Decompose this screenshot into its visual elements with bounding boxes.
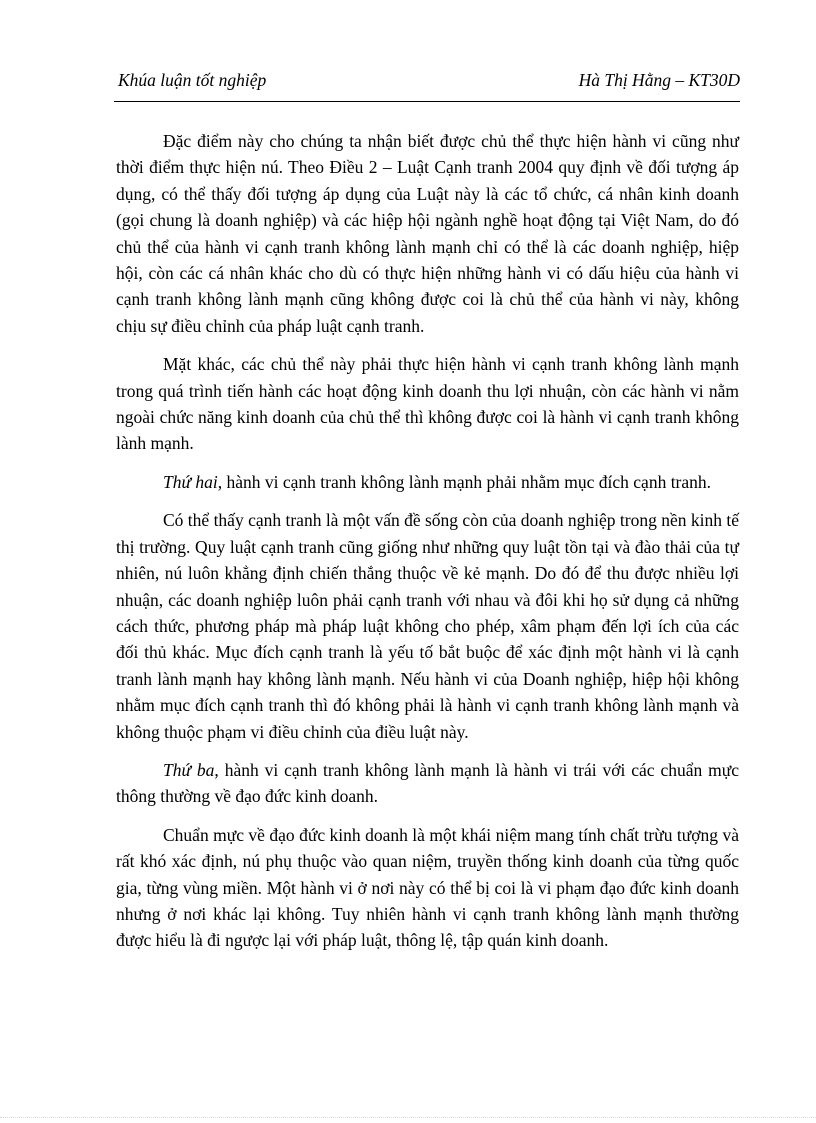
paragraph	[116, 128, 739, 339]
document-body	[116, 128, 739, 966]
paragraph-text: , hành vi cạnh tranh không lành mạnh là hành vi trái với các chuẩn mực thông thường về đạo đức kinh doanh.	[116, 759, 739, 807]
paragraph-text: Mặt khác, các chủ thể này phải thực hiện hành vi cạnh tranh không lành mạnh trong quá trình tiến hành các hoạt động kinh doanh thu lợi nhuận, còn các hành vi nằm ngoài chức năng kinh doanh của chủ thể thì không được coi là hành vi cạnh tranh không lành mạnh.	[116, 354, 739, 454]
paragraph	[116, 351, 739, 457]
paragraph-text: Có thể thấy cạnh tranh là một vấn đề sống còn của doanh nghiệp trong nền kinh tế thị trường. Quy luật cạnh tranh cũng giống như những quy luật tồn tại và đào thải của tự nhiên, nú luôn khẳng định chiến thắng thuộc về kẻ mạnh. Do đó để thu được nhiều lợi nhuận, các doanh nghiệp luôn phải cạnh tranh với nhau và đôi khi họ sử dụng cả những cách thức, phương pháp mà pháp luật không cho phép, xâm phạm đến lợi ích của các đối thủ khác. Mục đích cạnh tranh là yếu tố bắt buộc để xác định một hành vi là cạnh tranh lành mạnh hay không lành mạnh. Nếu hành vi của Doanh nghiệp, hiệp hội không nhằm mục đích cạnh tranh thì đó không phải là hành vi cạnh tranh không lành mạnh và không thuộc phạm vi điều chỉnh của điều luật này.	[116, 510, 739, 742]
header-left-title: Khúa luận tốt nghiệp	[118, 70, 267, 90]
paragraph-lead: Thứ ba	[163, 759, 215, 780]
page-bottom-edge	[0, 1117, 816, 1118]
paragraph	[116, 822, 739, 954]
paragraph-text: , hành vi cạnh tranh không lành mạnh phải nhằm mục đích cạnh tranh.	[217, 471, 712, 492]
page-header	[114, 64, 740, 102]
paragraph	[116, 757, 739, 810]
paragraph-text: Đặc điểm này cho chúng ta nhận biết được chủ thể thực hiện hành vi cũng như thời điểm thực hiện nú. Theo Điều 2 – Luật Cạnh tranh 2004 quy định về đối tượng áp dụng, có thể thấy đối tượng áp dụng của Luật này là các tổ chức, cá nhân kinh doanh (gọi chung là doanh nghiệp) và các hiệp hội ngành nghề hoạt động tại Việt Nam, do đó chủ thể của hành vi cạnh tranh không lành mạnh chỉ có thể là các doanh nghiệp, hiệp hội, còn các cá nhân khác cho dù có thực hiện những hành vi có dấu hiệu của hành vi cạnh tranh không lành mạnh cũng không được coi là chủ thể của hành vi này, không chịu sự điều chỉnh của pháp luật cạnh tranh.	[116, 131, 739, 336]
paragraph	[116, 507, 739, 745]
paragraph	[116, 469, 739, 495]
header-right-author: Hà Thị Hằng – KT30D	[578, 70, 740, 90]
paragraph-text: Chuẩn mực về đạo đức kinh doanh là một khái niệm mang tính chất trừu tượng và rất khó xác định, nú phụ thuộc vào quan niệm, truyền thống kinh doanh của từng quốc gia, từng vùng miền. Một hành vi ở nơi này có thể bị coi là vi phạm đạo đức kinh doanh nhưng ở nơi khác lại không. Tuy nhiên hành vi cạnh tranh không lành mạnh thường được hiểu là đi ngược lại với pháp luật, thông lệ, tập quán kinh doanh.	[116, 824, 739, 951]
paragraph-lead: Thứ hai	[163, 471, 218, 492]
